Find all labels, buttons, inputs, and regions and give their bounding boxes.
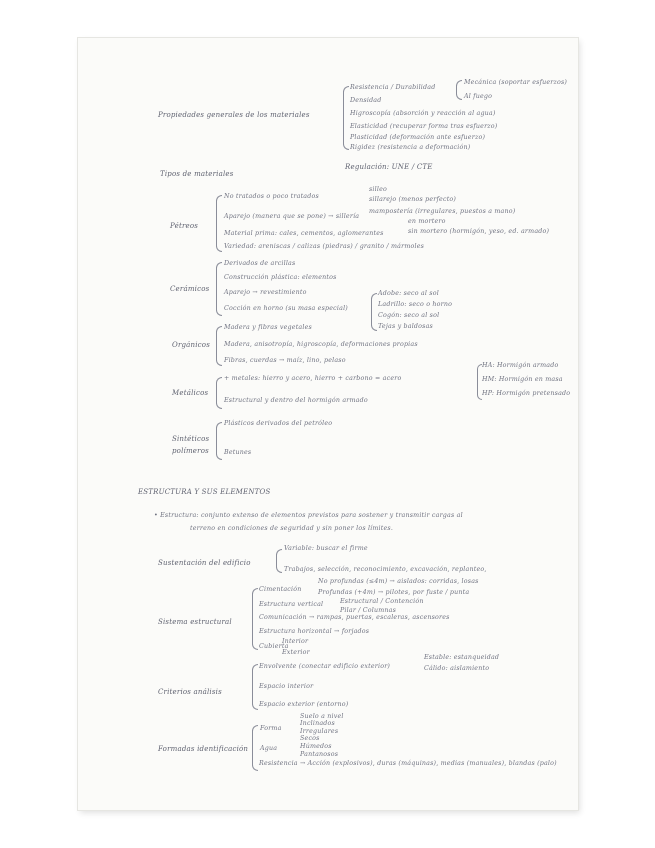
sinteticos-label: Sintéticos polímeros xyxy=(172,435,210,455)
formadas-forma: Inclinados xyxy=(300,720,335,727)
formadas-label: Formadas identificación xyxy=(158,745,249,753)
sinteticos-brace xyxy=(216,422,222,460)
formadas-agua: Pantanosos xyxy=(300,751,339,758)
formadas-row: Forma xyxy=(260,725,282,732)
criterios-sub: Cálido: aislamiento xyxy=(424,665,490,672)
organicos-brace xyxy=(216,326,222,366)
petreos-brace xyxy=(216,195,222,252)
ceramicos-label: Cerámicos xyxy=(170,285,210,293)
petreos-item: No tratados o poco tratados xyxy=(224,193,319,200)
formadas-forma: Irregulares xyxy=(300,728,339,735)
sistema-cub: Interior xyxy=(282,638,309,645)
petreos-item: Variedad: areniscas / calizas (piedras) / granito / mármoles xyxy=(224,243,425,250)
formadas-agua: Húmedos xyxy=(300,743,332,750)
ceramicos-sub: Adobe: seco al sol xyxy=(378,290,439,297)
petreos-sub: sillarejo (menos perfecto) xyxy=(369,196,457,203)
metalicos-note: HA: Hormigón armado xyxy=(482,362,559,369)
estructura-heading: ESTRUCTURA Y SUS ELEMENTOS xyxy=(138,488,271,496)
petreos-sub: sin mortero (hormigón, yeso, ed. armado) xyxy=(408,228,550,235)
sistema-cim: Profundas (+4m) → pilotes, por fuste / punta xyxy=(318,589,470,596)
sistema-item: Estructura horizontal → forjados xyxy=(259,628,370,635)
sustentacion-item: Trabajos, selección, reconocimiento, excavación, replanteo, xyxy=(284,566,487,573)
propiedades-brace xyxy=(343,86,349,150)
metalicos-label: Metálicos xyxy=(172,389,209,397)
estructura-def: terreno en condiciones de seguridad y sin poner los límites. xyxy=(190,525,394,532)
formadas-row: Resistencia → Acción (explosivos), duras (máquinas), medias (manuales), blandas (palo) xyxy=(259,760,557,767)
sistema-item: Cubierta xyxy=(259,643,289,650)
ceramicos-brace xyxy=(216,262,222,316)
organicos-item: Madera y fibras vegetales xyxy=(224,324,312,331)
ceramicos-item: Derivados de arcillas xyxy=(224,260,296,267)
criterios-brace xyxy=(252,664,258,710)
ceramicos-sub: Cogón: seco al sol xyxy=(378,312,440,319)
petreos-label: Pétreos xyxy=(170,222,199,230)
sinteticos-item: Betunes xyxy=(224,449,252,456)
formadas-agua: Secos xyxy=(300,735,320,742)
regulacion: Regulación: UNE / CTE xyxy=(345,163,433,171)
petreos-item: Material prima: cales, cementos, aglomerantes xyxy=(224,230,384,237)
prop-item: Plasticidad (deformación ante esfuerzo) xyxy=(350,134,486,141)
sustentacion-item: Variable: buscar el firme xyxy=(284,545,368,552)
criterios-item: Envolvente (conectar edificio exterior) xyxy=(259,663,391,670)
petreos-sub: silleo xyxy=(369,186,387,193)
prop-item: Resistencia / Durabilidad xyxy=(350,84,436,91)
organicos-label: Orgánicos xyxy=(172,341,211,349)
metalicos-note: HP: Hormigón pretensado xyxy=(482,390,571,397)
metalicos-item: + metales: hierro y acero, hierro + carbono = acero xyxy=(224,375,402,382)
sinteticos-item: Plásticos derivados del petróleo xyxy=(224,420,333,427)
tipos-title: Tipos de materiales xyxy=(160,170,234,178)
sistema-label: Sistema estructural xyxy=(158,618,232,626)
formadas-row: Agua xyxy=(260,745,278,752)
petreos-item: Aparejo (manera que se pone) → sillería xyxy=(224,213,360,220)
ceramicos-sub-brace xyxy=(371,293,377,331)
criterios-sub: Estable: estanqueidad xyxy=(424,654,500,661)
organicos-item: Madera, anisotropía, higroscopía, deformaciones propias xyxy=(224,341,418,348)
metalicos-note: HM: Hormigón en masa xyxy=(482,376,563,383)
ceramicos-sub: Ladrillo: seco o horno xyxy=(378,301,453,308)
sistema-vert: Estructural / Contención xyxy=(340,598,424,605)
propiedades-title: Propiedades generales de los materiales xyxy=(158,111,310,119)
petreos-sub: mampostería (irregulares, puestos a mano) xyxy=(369,208,516,215)
criterios-item: Espacio exterior (entorno) xyxy=(259,701,349,708)
metalicos-item: Estructural y dentro del hormigón armado xyxy=(224,397,368,404)
prop-item: Elasticidad (recuperar forma tras esfuerzo) xyxy=(350,123,498,130)
metalicos-brace xyxy=(216,377,222,409)
estructura-def: • Estructura: conjunto extenso de elementos previstos para sostener y transmitir cargas al xyxy=(154,512,463,519)
prop-sub: Mecánica (soportar esfuerzos) xyxy=(464,79,568,86)
criterios-label: Criterios análisis xyxy=(158,688,222,696)
sistema-item: Estructura vertical xyxy=(259,601,324,608)
sustentacion-label: Sustentación del edificio xyxy=(158,559,251,567)
organicos-item: Fibras, cuerdas → maíz, lino, pelaso xyxy=(224,357,346,364)
petreos-sub: en mortero xyxy=(408,218,446,225)
ceramicos-item: Cocción en horno (su masa especial) xyxy=(224,305,348,312)
sistema-brace xyxy=(252,588,258,650)
ceramicos-item: Construcción plástica: elementos xyxy=(224,274,337,281)
prop-sub-brace xyxy=(456,80,462,100)
prop-item: Higroscopía (absorción y reacción al agua) xyxy=(350,110,496,117)
ceramicos-item: Aparejo → revestimiento xyxy=(224,289,307,296)
sistema-cim: No profundas (≤4m) → aislados: corridas, losas xyxy=(318,578,479,585)
prop-item: Densidad xyxy=(350,97,382,104)
criterios-item: Espacio interior xyxy=(259,683,314,690)
ceramicos-sub: Tejas y baldosas xyxy=(378,323,433,330)
formadas-brace xyxy=(252,725,258,771)
sistema-item: Comunicación → rampas, puertas, escaleras, ascensores xyxy=(259,614,450,621)
formadas-forma: Suelo a nivel xyxy=(300,713,344,720)
sustentacion-brace xyxy=(276,549,282,573)
prop-item: Rigidez (resistencia a deformación) xyxy=(350,144,471,151)
sistema-vert: Pilar / Columnas xyxy=(340,607,397,614)
prop-sub: Al fuego xyxy=(464,93,493,100)
sistema-item: Cimentación xyxy=(259,586,302,593)
sistema-cub: Exterior xyxy=(282,649,310,656)
